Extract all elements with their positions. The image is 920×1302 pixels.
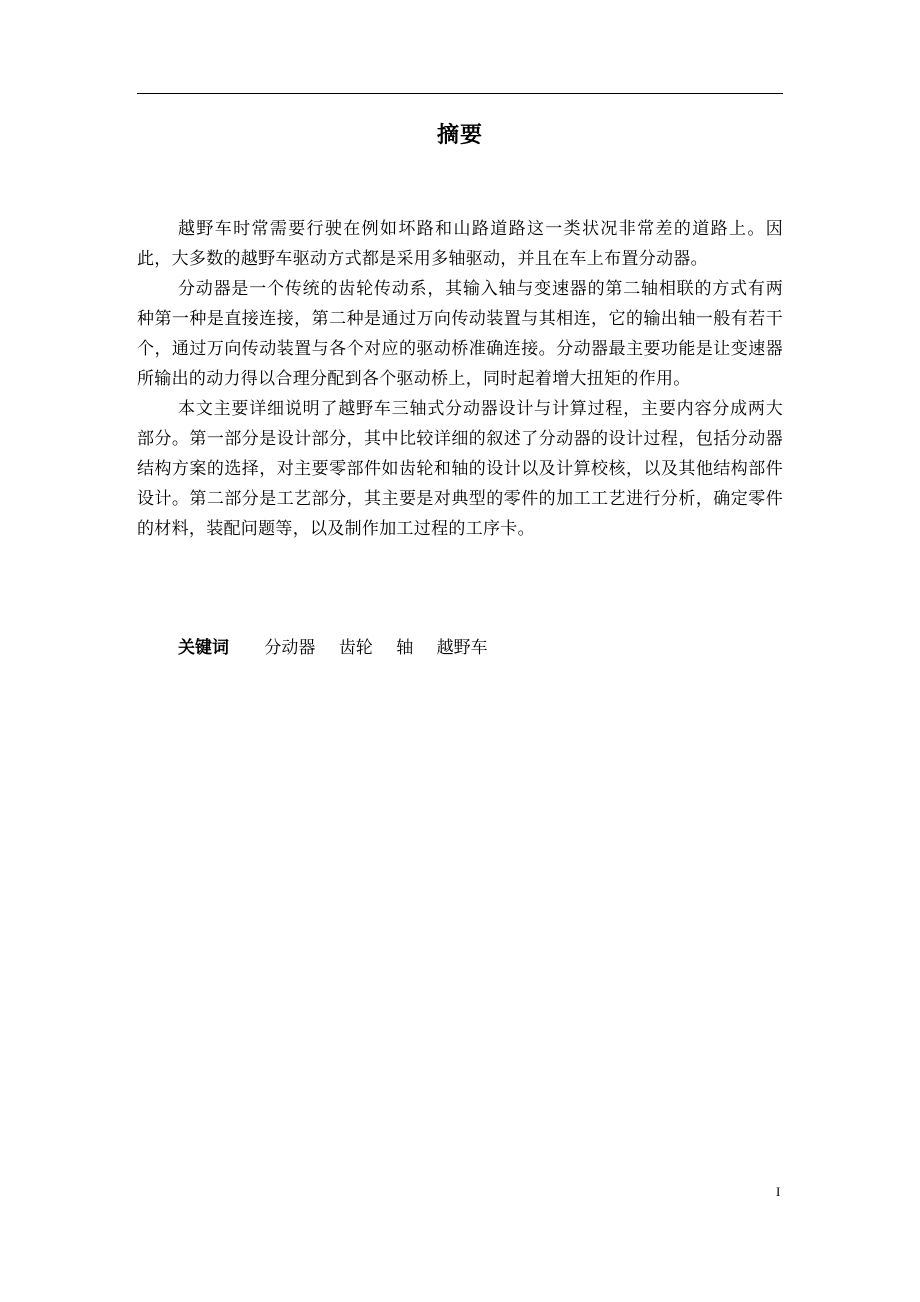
keyword-item: 轴 [396, 638, 414, 658]
keywords-line [178, 633, 506, 663]
keywords-label: 关键词 [178, 638, 229, 658]
keyword-item: 越野车 [436, 638, 488, 658]
keyword-item: 分动器 [264, 638, 316, 658]
page-number: I [776, 1184, 781, 1199]
abstract-paragraph-3: 本文主要详细说明了越野车三轴式分动器设计与计算过程，主要内容分成两大部分。第一部分是设计部分，其中比较详细的叙述了分动器的设计过程，包括分动器结构方案的选择，对主要零部件如齿轮和轴的设计以及计算校核，以及其他结构部件设计。第二部分是工艺部分，其主要是对典型的零件的加工工艺进行分析，确定零件的材料，装配问题等，以及制作加工过程的工序卡。 [137, 399, 783, 539]
abstract-paragraph-1: 越野车时常需要行驶在例如坏路和山路道路这一类状况非常差的道路上。因此，大多数的越野车驱动方式都是采用多轴驱动，并且在车上布置分动器。 [137, 219, 783, 269]
abstract-body [137, 214, 783, 544]
header-rule [137, 93, 783, 94]
keyword-item: 齿轮 [338, 638, 373, 658]
page-title: 摘要 [436, 123, 483, 148]
abstract-paragraph-2: 分动器是一个传统的齿轮传动系，其输入轴与变速器的第二轴相联的方式有两种第一种是直接连接，第二种是通过万向传动装置与其相连，它的输出轴一般有若干个，通过万向传动装置与各个对应的驱动桥准确连接。分动器最主要功能是让变速器所输出的动力得以合理分配到各个驱动桥上，同时起着增大扭矩的作用。 [137, 279, 783, 389]
